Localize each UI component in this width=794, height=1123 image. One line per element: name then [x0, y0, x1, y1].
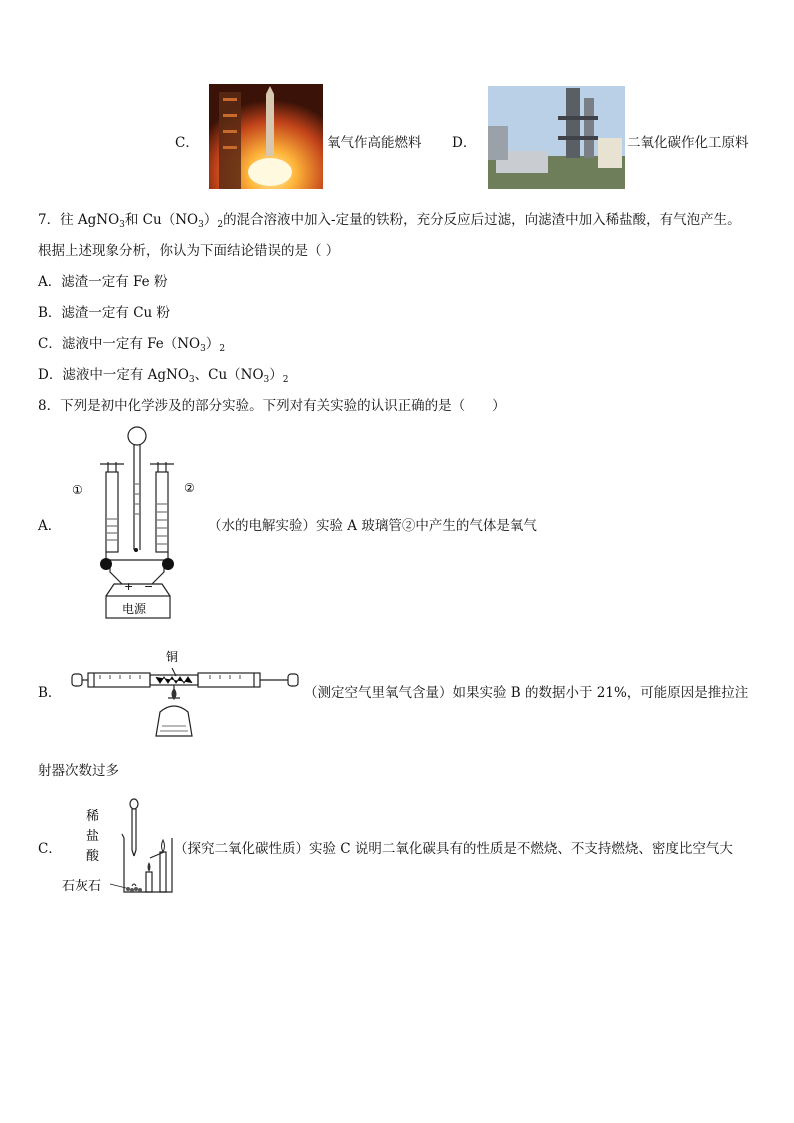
acid-label-3: 酸: [86, 849, 100, 864]
option-c-text: 氧气作高能燃料: [327, 135, 422, 151]
q7-option-c: C．滤液中一定有 $Fe(NO_3)_2$: [38, 336, 226, 354]
q8-option-b-text: （测定空气里氧气含量）如果实验 B 的数据小于 21%，可能原因是推拉注: [304, 685, 749, 701]
option-c-label: C．: [175, 135, 199, 151]
acid-label-2: 盐: [86, 829, 100, 844]
q7-option-a: A．滤渣一定有 Fe 粉: [38, 274, 168, 290]
option-d-text: 二氧化碳作化工原料: [627, 135, 749, 151]
plus-terminal: +: [124, 580, 134, 593]
power-source-label: 电源: [122, 602, 147, 616]
limestone-label: 石灰石: [62, 879, 102, 894]
acid-label-1: 稀: [86, 809, 100, 824]
q8-option-a-label: A．: [38, 518, 62, 534]
tube-2-label: ②: [184, 481, 195, 495]
q7-option-d: D．滤液中一定有 AgNO$_3$、$Cu(NO_3)_2$: [38, 367, 289, 385]
q8-stem: 8．下列是初中化学涉及的部分实验。下列对有关实验的认识正确的是（ ）: [38, 398, 506, 414]
copper-label: 铜: [166, 650, 179, 664]
q8-option-c-text: （探究二氧化碳性质）实验 C 说明二氧化碳具有的性质是不燃烧、不支持燃烧、密度比空气大: [174, 841, 733, 857]
tube-1-label: ①: [72, 483, 83, 497]
q7-option-b: B．滤渣一定有 Cu 粉: [38, 305, 171, 321]
syringe-copper-apparatus: [70, 644, 302, 744]
q8-option-c-label: C．: [38, 841, 62, 857]
chemical-plant-photo: [488, 86, 625, 189]
q8-option-a-text: （水的电解实验）实验 A 玻璃管②中产生的气体是氧气: [208, 518, 537, 534]
q8-option-b-text-cont: 射器次数过多: [38, 763, 119, 779]
minus-terminal: −: [144, 580, 154, 593]
co2-candle-apparatus: [60, 796, 176, 896]
q7-stem-line1: 7．往 AgNO$_3$和 $Cu(NO_3)_2$的混合溶液中加入-定量的铁粉，充分反应后过滤，向滤渣中加入稀盐酸，有气泡产生。: [38, 212, 741, 230]
option-d-label: D．: [452, 135, 477, 151]
q7-stem-line2: 根据上述现象分析，你认为下面结论错误的是（ ）: [38, 243, 340, 259]
water-electrolysis-apparatus: [70, 424, 210, 620]
q8-option-b-label: B．: [38, 685, 62, 701]
rocket-launch-photo: [209, 84, 323, 189]
